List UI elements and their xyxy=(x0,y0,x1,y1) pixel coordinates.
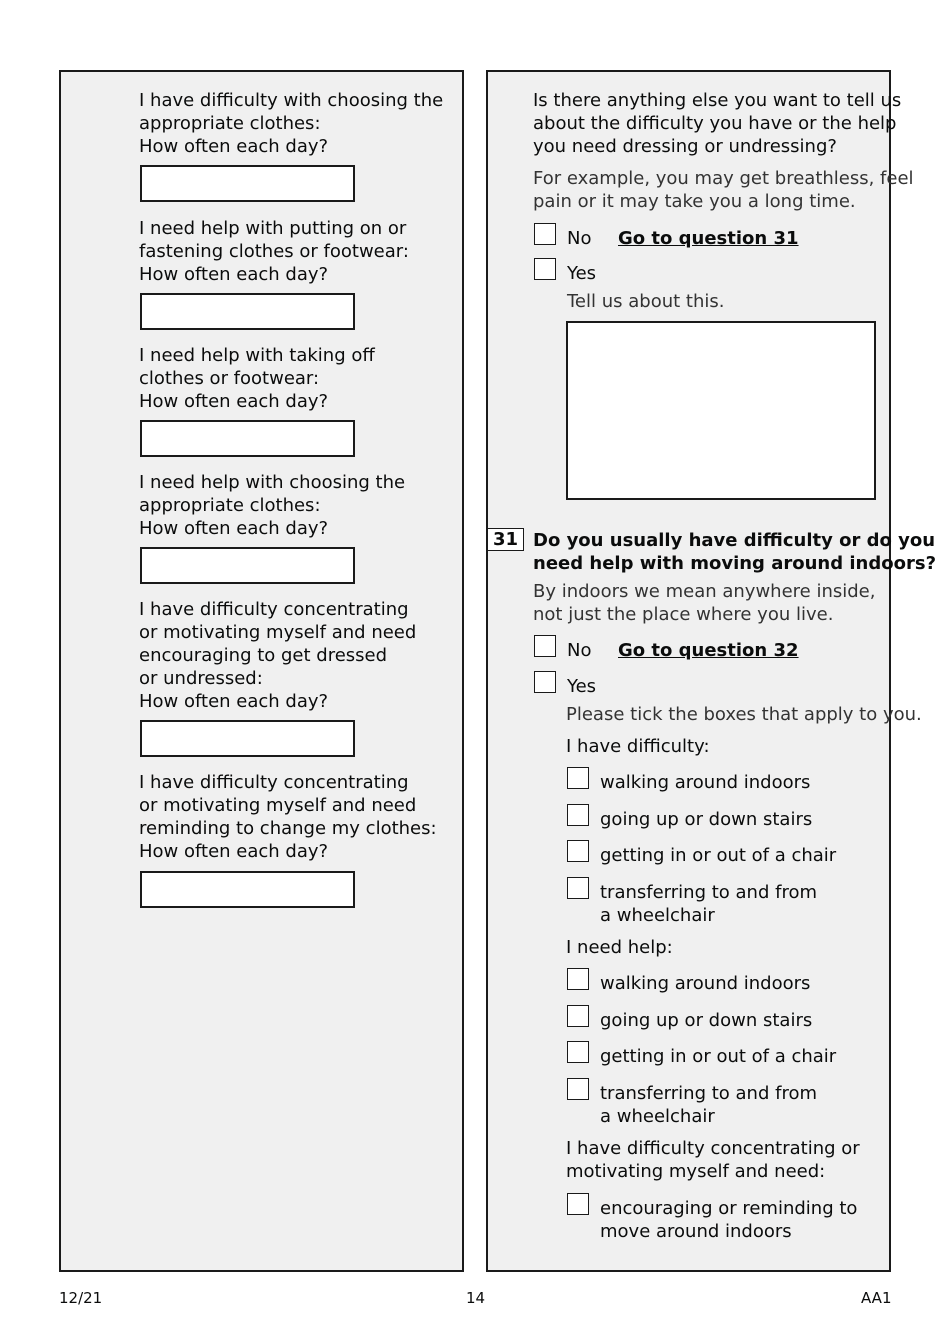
left-item-1-label xyxy=(139,89,443,158)
option-label: getting in or out of a chair xyxy=(600,1046,837,1067)
help-chair-checkbox[interactable] xyxy=(567,1041,589,1063)
label-line: I have difficulty with choosing the xyxy=(139,90,444,111)
title-line: need help with moving around indoors? xyxy=(533,553,937,574)
label-line: encouraging to get dressed xyxy=(139,645,388,666)
option-label: walking around indoors xyxy=(600,973,811,994)
tell-us-hint: Tell us about this. xyxy=(567,291,725,312)
label-line: How often each day? xyxy=(139,841,329,862)
label-line: How often each day? xyxy=(139,264,329,285)
hint-line: not just the place where you live. xyxy=(533,604,834,625)
label-line: or motivating myself and need xyxy=(139,795,417,816)
question-31-title xyxy=(533,529,936,575)
left-item-5-label xyxy=(139,598,416,713)
no-checkbox-q31[interactable] xyxy=(534,635,556,657)
question-31-hint xyxy=(533,580,875,626)
title-line: Do you usually have difficulty or do you xyxy=(533,530,936,551)
question-line: about the difficulty you have or the help xyxy=(533,113,897,134)
help-stairs-checkbox[interactable] xyxy=(567,1005,589,1027)
option-line: a wheelchair xyxy=(600,1106,715,1127)
option-label: going up or down stairs xyxy=(600,809,813,830)
how-often-input-2[interactable] xyxy=(140,293,355,330)
footer-date: 12/21 xyxy=(59,1289,103,1307)
anything-else-example xyxy=(533,167,914,213)
option-line: move around indoors xyxy=(600,1221,792,1242)
difficulty-stairs-checkbox[interactable] xyxy=(567,804,589,826)
label-line: I need help with putting on or xyxy=(139,218,407,239)
help-walking-checkbox[interactable] xyxy=(567,968,589,990)
label-line: I have difficulty concentrating xyxy=(139,772,409,793)
left-item-6-label xyxy=(139,771,437,863)
option-label: going up or down stairs xyxy=(600,1010,813,1031)
label-line: How often each day? xyxy=(139,518,329,539)
no-label: No xyxy=(567,228,592,249)
label-line: fastening clothes or footwear: xyxy=(139,241,409,262)
no-label: No xyxy=(567,640,592,661)
option-line: transferring to and from xyxy=(600,882,817,903)
option-label xyxy=(600,1197,857,1243)
label-line: appropriate clothes: xyxy=(139,495,321,516)
label-line: reminding to change my clothes: xyxy=(139,818,437,839)
tick-boxes-hint: Please tick the boxes that apply to you. xyxy=(566,704,922,725)
option-line: encouraging or reminding to xyxy=(600,1198,858,1219)
goto-question-32-link[interactable]: Go to question 32 xyxy=(618,640,799,661)
difficulty-walking-checkbox[interactable] xyxy=(567,767,589,789)
question-number: 31 xyxy=(488,528,524,551)
how-often-input-3[interactable] xyxy=(140,420,355,457)
option-label: getting in or out of a chair xyxy=(600,845,837,866)
option-label xyxy=(600,1082,817,1128)
label-line: or undressed: xyxy=(139,668,263,689)
label-line: or motivating myself and need xyxy=(139,622,417,643)
how-often-input-1[interactable] xyxy=(140,165,355,202)
difficulty-heading: I have difficulty: xyxy=(566,736,710,757)
label-line: I need help with taking off xyxy=(139,345,375,366)
heading-line: motivating myself and need: xyxy=(566,1161,826,1182)
yes-checkbox-q31[interactable] xyxy=(534,671,556,693)
option-line: transferring to and from xyxy=(600,1083,817,1104)
help-heading: I need help: xyxy=(566,937,673,958)
label-line: I need help with choosing the xyxy=(139,472,406,493)
yes-checkbox-q30[interactable] xyxy=(534,258,556,280)
hint-line: pain or it may take you a long time. xyxy=(533,191,856,212)
yes-label: Yes xyxy=(567,263,597,284)
tell-us-textarea[interactable] xyxy=(566,321,876,500)
concentrating-heading xyxy=(566,1137,860,1183)
heading-line: I have difficulty concentrating or xyxy=(566,1138,860,1159)
label-line: How often each day? xyxy=(139,391,329,412)
how-often-input-5[interactable] xyxy=(140,720,355,757)
encouraging-reminding-checkbox[interactable] xyxy=(567,1193,589,1215)
yes-label: Yes xyxy=(567,676,597,697)
label-line: How often each day? xyxy=(139,691,329,712)
label-line: How often each day? xyxy=(139,136,329,157)
difficulty-chair-checkbox[interactable] xyxy=(567,840,589,862)
option-label: walking around indoors xyxy=(600,772,811,793)
page-number: 14 xyxy=(466,1289,486,1307)
no-checkbox-q30[interactable] xyxy=(534,223,556,245)
help-wheelchair-checkbox[interactable] xyxy=(567,1078,589,1100)
label-line: appropriate clothes: xyxy=(139,113,321,134)
hint-line: For example, you may get breathless, feel xyxy=(533,168,914,189)
left-item-2-label xyxy=(139,217,409,286)
form-code: AA1 xyxy=(861,1289,892,1307)
option-line: a wheelchair xyxy=(600,905,715,926)
label-line: clothes or footwear: xyxy=(139,368,320,389)
how-often-input-6[interactable] xyxy=(140,871,355,908)
option-label xyxy=(600,881,817,927)
left-item-4-label xyxy=(139,471,405,540)
how-often-input-4[interactable] xyxy=(140,547,355,584)
label-line: I have difficulty concentrating xyxy=(139,599,409,620)
question-line: Is there anything else you want to tell us xyxy=(533,90,902,111)
difficulty-wheelchair-checkbox[interactable] xyxy=(567,877,589,899)
anything-else-question xyxy=(533,89,901,158)
hint-line: By indoors we mean anywhere inside, xyxy=(533,581,876,602)
left-item-3-label xyxy=(139,344,375,413)
question-line: you need dressing or undressing? xyxy=(533,136,837,157)
goto-question-31-link[interactable]: Go to question 31 xyxy=(618,228,799,249)
